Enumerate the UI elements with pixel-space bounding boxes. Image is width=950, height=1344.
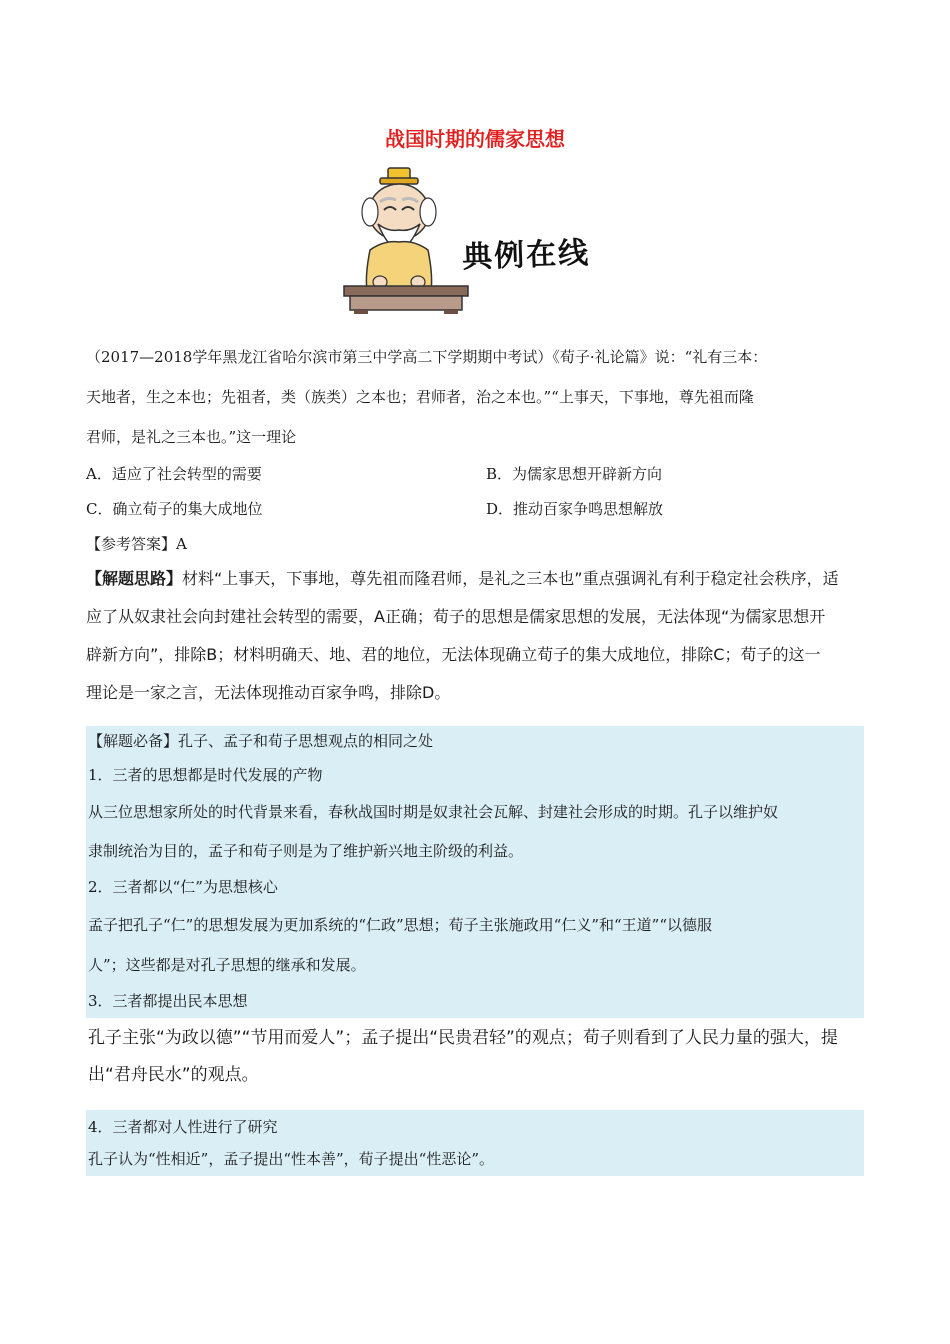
solution-explanation bbox=[86, 560, 866, 712]
essentials-point-2-line-1: 孟子把孔子“仁”的思想发展为更加系统的“仁政”思想；荀子主张施政用“仁义”和“王道”“以德服 bbox=[86, 904, 864, 946]
option-a: A．适应了社会转型的需要 bbox=[86, 465, 262, 483]
example-banner bbox=[340, 160, 620, 315]
page-title: 战国时期的儒家思想 bbox=[385, 127, 565, 151]
essentials-point-3-title: 3．三者都提出民本思想 bbox=[86, 984, 864, 1018]
option-d: D．推动百家争鸣思想解放 bbox=[486, 500, 664, 518]
option-b: B．为儒家思想开辟新方向 bbox=[486, 465, 663, 483]
essentials-point-3-line-1: 孔子主张“为政以德”“节用而爱人”；孟子提出“民贵君轻”的观点；荀子则看到了人民力量的强大，提 bbox=[86, 1020, 864, 1056]
example-banner-label: 典例在线 bbox=[461, 235, 591, 276]
explanation-label: 【解题思路】 bbox=[86, 569, 183, 588]
question-stem-line-2: 天地者，生之本也；先祖者，类（族类）之本也；君师者，治之本也。”“上事天，下事地，尊先祖而隆 bbox=[86, 388, 754, 406]
question-stem-line-1: （2017—2018学年黑龙江省哈尔滨市第三中学高二下学期期中考试）《荀子·礼论篇》说：“礼有三本： bbox=[86, 348, 768, 366]
confucius-illustration-icon bbox=[340, 160, 470, 315]
explanation-line-2: 应了从奴隶社会向封建社会转型的需要，A正确；荀子的思想是儒家思想的发展，无法体现“为儒家思想开 bbox=[86, 607, 826, 626]
essentials-point-4-title: 4．三者都对人性进行了研究 bbox=[86, 1110, 864, 1144]
explanation-line-3: 辟新方向”，排除B；材料明确天、地、君的地位，无法体现确立荀子的集大成地位，排除C；荀子的这一 bbox=[86, 645, 821, 664]
essentials-point-2-title: 2．三者都以“仁”为思想核心 bbox=[86, 870, 864, 904]
essentials-point-1-title: 1．三者的思想都是时代发展的产物 bbox=[86, 758, 864, 792]
essentials-point-4-line-1: 孔子认为“性相近”，孟子提出“性本善”，荀子提出“性恶论”。 bbox=[86, 1144, 864, 1176]
reference-answer: 【参考答案】A bbox=[86, 535, 187, 553]
question-stem-line-3: 君师，是礼之三本也。”这一理论 bbox=[86, 428, 297, 446]
option-c: C．确立荀子的集大成地位 bbox=[86, 500, 263, 518]
essentials-point-3-line-2: 出“君舟民水”的观点。 bbox=[86, 1057, 864, 1093]
essentials-header: 【解题必备】孔子、孟子和荀子思想观点的相同之处 bbox=[86, 726, 864, 758]
essentials-point-1-line-2: 隶制统治为目的，孟子和荀子则是为了维护新兴地主阶级的利益。 bbox=[86, 832, 864, 870]
explanation-line-4: 理论是一家之言，无法体现推动百家争鸣，排除D。 bbox=[86, 683, 451, 702]
essentials-point-1-line-1: 从三位思想家所处的时代背景来看，春秋战国时期是奴隶社会瓦解、封建社会形成的时期。孔子以维护奴 bbox=[86, 792, 864, 832]
explanation-line-1: 【解题思路】材料“上事天，下事地，尊先祖而隆君师，是礼之三本也”重点强调礼有利于稳定社会秩序，适 bbox=[86, 569, 839, 588]
essentials-point-2-line-2: 人”；这些都是对孔子思想的继承和发展。 bbox=[86, 946, 864, 984]
